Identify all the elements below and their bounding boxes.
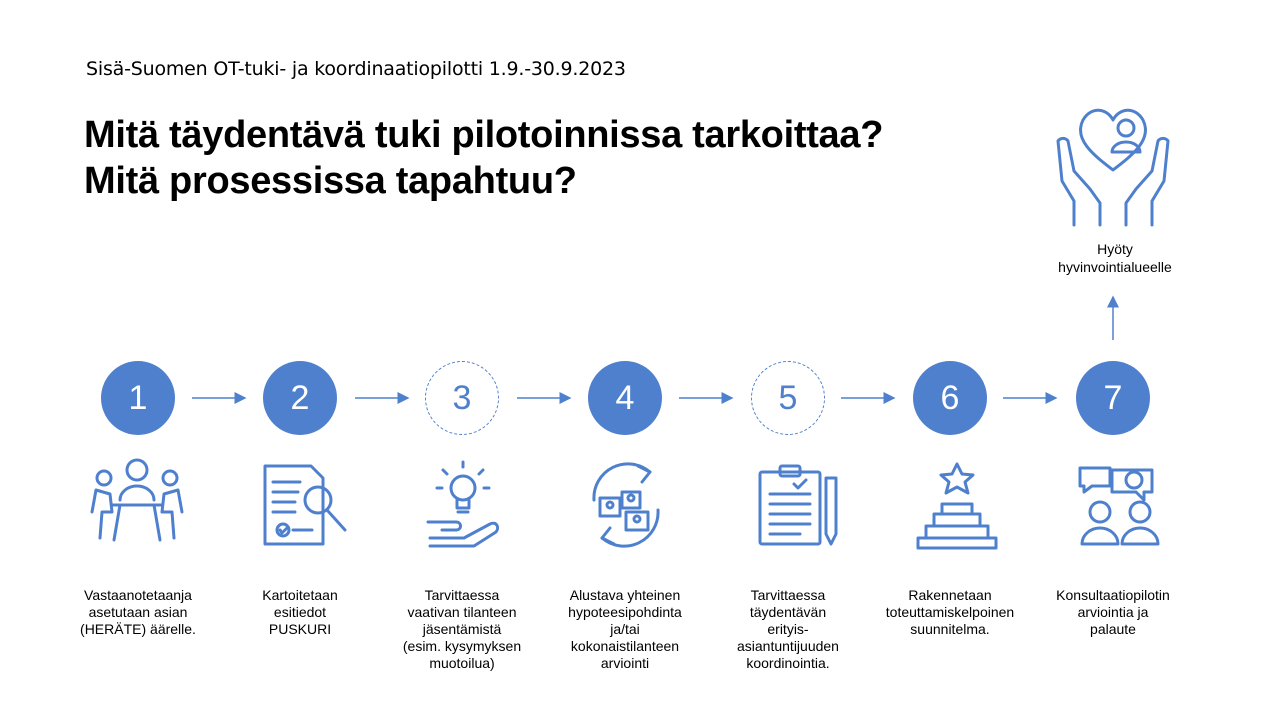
desc-line: muotoilua) <box>429 655 495 671</box>
title-line-1: Mitä täydentävä tuki pilotoinnissa tarkoittaa? <box>84 114 884 156</box>
step-1-description <box>63 587 213 638</box>
desc-line: Tarvittaessa <box>424 587 500 603</box>
desc-line: Rakennetaan <box>908 587 992 603</box>
desc-line: asetutaan asian <box>88 604 188 620</box>
desc-line: (esim. kysymyksen <box>402 638 522 654</box>
desc-line: jäsentämistä <box>422 621 502 637</box>
desc-line: esitiedot <box>273 604 327 620</box>
step-2-circle: 2 <box>263 361 337 435</box>
desc-line: Konsultaatiopilotin <box>1056 587 1170 603</box>
desc-line: asiantuntijuuden <box>737 638 839 654</box>
step-2-description <box>225 587 375 638</box>
desc-line: erityis- <box>767 621 809 637</box>
subtitle: Sisä-Suomen OT-tuki- ja koordinaatiopilotti 1.9.-30.9.2023 <box>86 58 626 80</box>
step-7-circle: 7 <box>1076 361 1150 435</box>
clipboard-pen-icon <box>760 466 836 544</box>
desc-line: suunnitelma. <box>910 621 990 637</box>
document-magnifier-icon <box>265 466 345 544</box>
desc-line: Vastaanotetaanja <box>84 587 192 603</box>
desc-line: koordinointia. <box>746 655 830 671</box>
desc-line: vaativan tilanteen <box>407 604 517 620</box>
desc-line: kokonaistilanteen <box>570 638 680 654</box>
step-3-description <box>387 587 537 672</box>
desc-line: ja/tai <box>610 621 640 637</box>
conversation-people-icon <box>1080 468 1158 544</box>
desc-line: hypoteesipohdinta <box>568 604 682 620</box>
step-5-description <box>713 587 863 672</box>
desc-line: palaute <box>1090 621 1136 637</box>
desc-line: arviointi <box>600 655 650 671</box>
podium-star-icon <box>918 464 996 548</box>
benefit-label-line-1: Hyöty <box>1097 241 1133 257</box>
desc-line: PUSKURI <box>268 621 332 637</box>
step-5-circle: 5 <box>751 361 825 435</box>
benefit-label <box>1030 240 1200 276</box>
desc-line: Alustava yhteinen <box>569 587 681 603</box>
hands-heart-person-icon <box>1058 110 1168 225</box>
lightbulb-hand-icon <box>428 462 498 546</box>
chat-cycle-icon <box>594 464 658 546</box>
title-line-2: Mitä prosessissa tapahtuu? <box>84 160 577 202</box>
meeting-people-icon <box>92 460 182 540</box>
step-3-circle: 3 <box>425 361 499 435</box>
desc-line: Kartoitetaan <box>262 587 338 603</box>
step-4-circle: 4 <box>588 361 662 435</box>
desc-line: täydentävän <box>749 604 827 620</box>
step-4-description <box>550 587 700 672</box>
step-1-circle: 1 <box>101 361 175 435</box>
benefit-label-line-2: hyvinvointialueelle <box>1058 259 1172 275</box>
desc-line: (HERÄTE) äärelle. <box>80 621 196 637</box>
desc-line: toteuttamiskelpoinen <box>885 604 1015 620</box>
step-6-description <box>875 587 1025 638</box>
desc-line: Tarvittaessa <box>750 587 826 603</box>
step-6-circle: 6 <box>913 361 987 435</box>
desc-line: arviointia ja <box>1077 604 1149 620</box>
step-7-description <box>1038 587 1188 638</box>
